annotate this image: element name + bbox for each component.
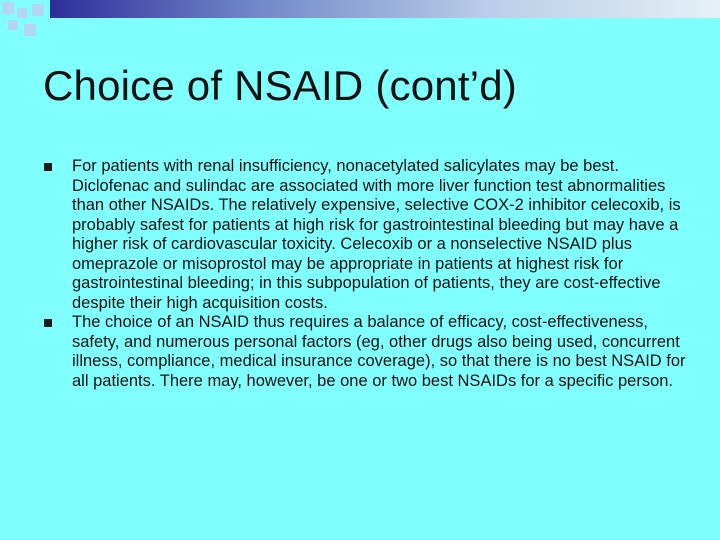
header-gradient-bar bbox=[50, 0, 720, 18]
slide-title: Choice of NSAID (cont’d) bbox=[43, 62, 517, 109]
square-bullet-icon bbox=[44, 163, 52, 171]
bullet-item bbox=[44, 157, 694, 313]
corner-decoration bbox=[0, 0, 50, 42]
square-bullet-icon bbox=[44, 319, 52, 327]
bullet-item bbox=[44, 313, 694, 391]
bullet-text: For patients with renal insufficiency, nonacetylated salicylates may be best. Diclofenac and sulindac are associated with more liver function test abnormalities than other NSAIDs. The relatively expensive, selective COX-2 inhibitor celecoxib, is probably safest for patients at high risk for gastrointestinal bleeding but may have a higher risk of cardiovascular toxicity. Celecoxib or a nonselective NSAID plus omeprazole or misoprostol may be appropriate in patients at highest risk for gastrointestinal bleeding; in this subpopulation of patients, they are cost-effective despite their high acquisition costs. bbox=[72, 157, 681, 312]
bullet-text: The choice of an NSAID thus requires a balance of efficacy, cost-effectiveness, safety, and numerous personal factors (eg, other drugs also being used, concurrent illness, compliance, medical insurance coverage), so that there is no best NSAID for all patients. There may, however, be one or two best NSAIDs for a specific person. bbox=[72, 313, 686, 390]
bullet-list bbox=[44, 157, 694, 391]
